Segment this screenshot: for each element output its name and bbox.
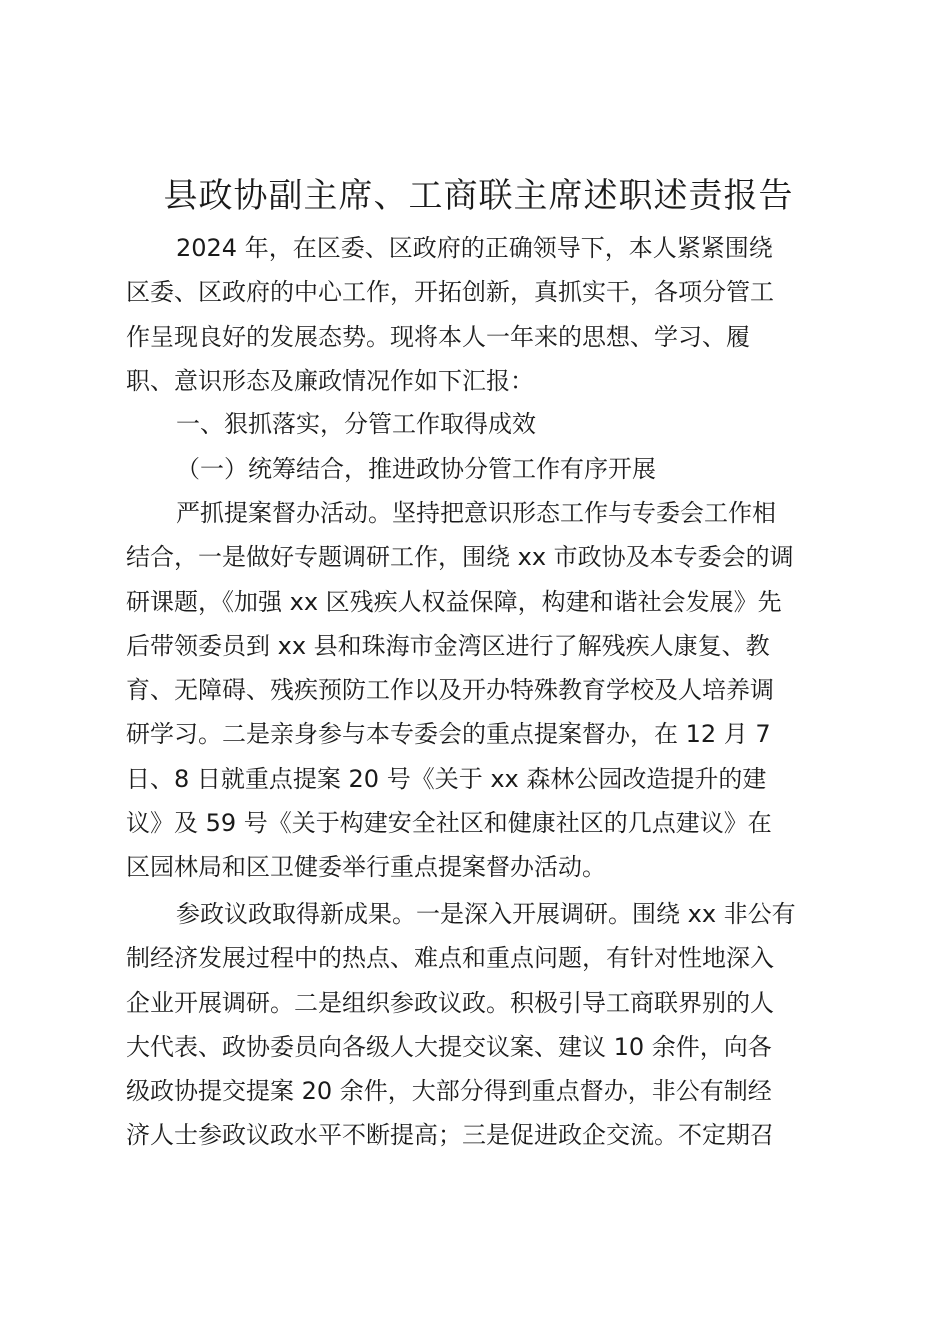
body-paragraph-1 xyxy=(126,491,831,890)
text-line: 大代表、政协委员向各级人大提交议案、建议 10 余件，向各 xyxy=(126,1032,772,1061)
text-line: 议》及 59 号《关于构建安全社区和健康社区的几点建议》在 xyxy=(126,809,772,838)
text-line: 济人士参政议政水平不断提高；三是促进政企交流。不定期召 xyxy=(126,1121,774,1150)
text-line: 级政协提交提案 20 余件，大部分得到重点督办，非公有制经 xyxy=(126,1077,772,1106)
text-line: 后带领委员到 xx 县和珠海市金湾区进行了解残疾人康复、教 xyxy=(126,631,770,660)
text-line: 区委、区政府的中心工作，开拓创新，真抓实干，各项分管工 xyxy=(126,278,774,307)
text-line: 2024 年，在区委、区政府的正确领导下，本人紧紧围绕 xyxy=(176,234,773,262)
text-line: 严抓提案督办活动。坚持把意识形态工作与专委会工作相 xyxy=(176,499,776,527)
text-line: 育、无障碍、残疾预防工作以及开办特殊教育学校及人培养调 xyxy=(126,676,774,705)
text-line: 参政议政取得新成果。一是深入开展调研。围绕 xx 非公有 xyxy=(176,900,796,928)
document-title: 县政协副主席、工商联主席述职述责报告 xyxy=(163,176,794,216)
body-paragraph-2 xyxy=(126,892,831,1158)
section-heading: 一、狠抓落实，分管工作取得成效 xyxy=(176,410,536,438)
text-line: 作呈现良好的发展态势。现将本人一年来的思想、学习、履 xyxy=(126,322,750,351)
subsection-heading: （一）统筹结合，推进政协分管工作有序开展 xyxy=(176,455,656,483)
text-line: 企业开展调研。二是组织参政议政。积极引导工商联界别的人 xyxy=(126,988,774,1017)
text-line: 区园林局和区卫健委举行重点提案督办活动。 xyxy=(126,853,606,882)
text-line: 研学习。二是亲身参与本专委会的重点提案督办，在 12 月 7 xyxy=(126,720,771,749)
text-line: 职、意识形态及廉政情况作如下汇报： xyxy=(126,366,534,395)
text-line: 研课题，《加强 xx 区残疾人权益保障，构建和谐社会发展》先 xyxy=(126,587,782,616)
text-line: 日、8 日就重点提案 20 号《关于 xx 森林公园改造提升的建 xyxy=(126,764,767,793)
text-line: 结合，一是做好专题调研工作，围绕 xx 市政协及本专委会的调 xyxy=(126,543,794,572)
text-line: 制经济发展过程中的热点、难点和重点问题，有针对性地深入 xyxy=(126,944,774,973)
intro-paragraph xyxy=(126,226,831,403)
